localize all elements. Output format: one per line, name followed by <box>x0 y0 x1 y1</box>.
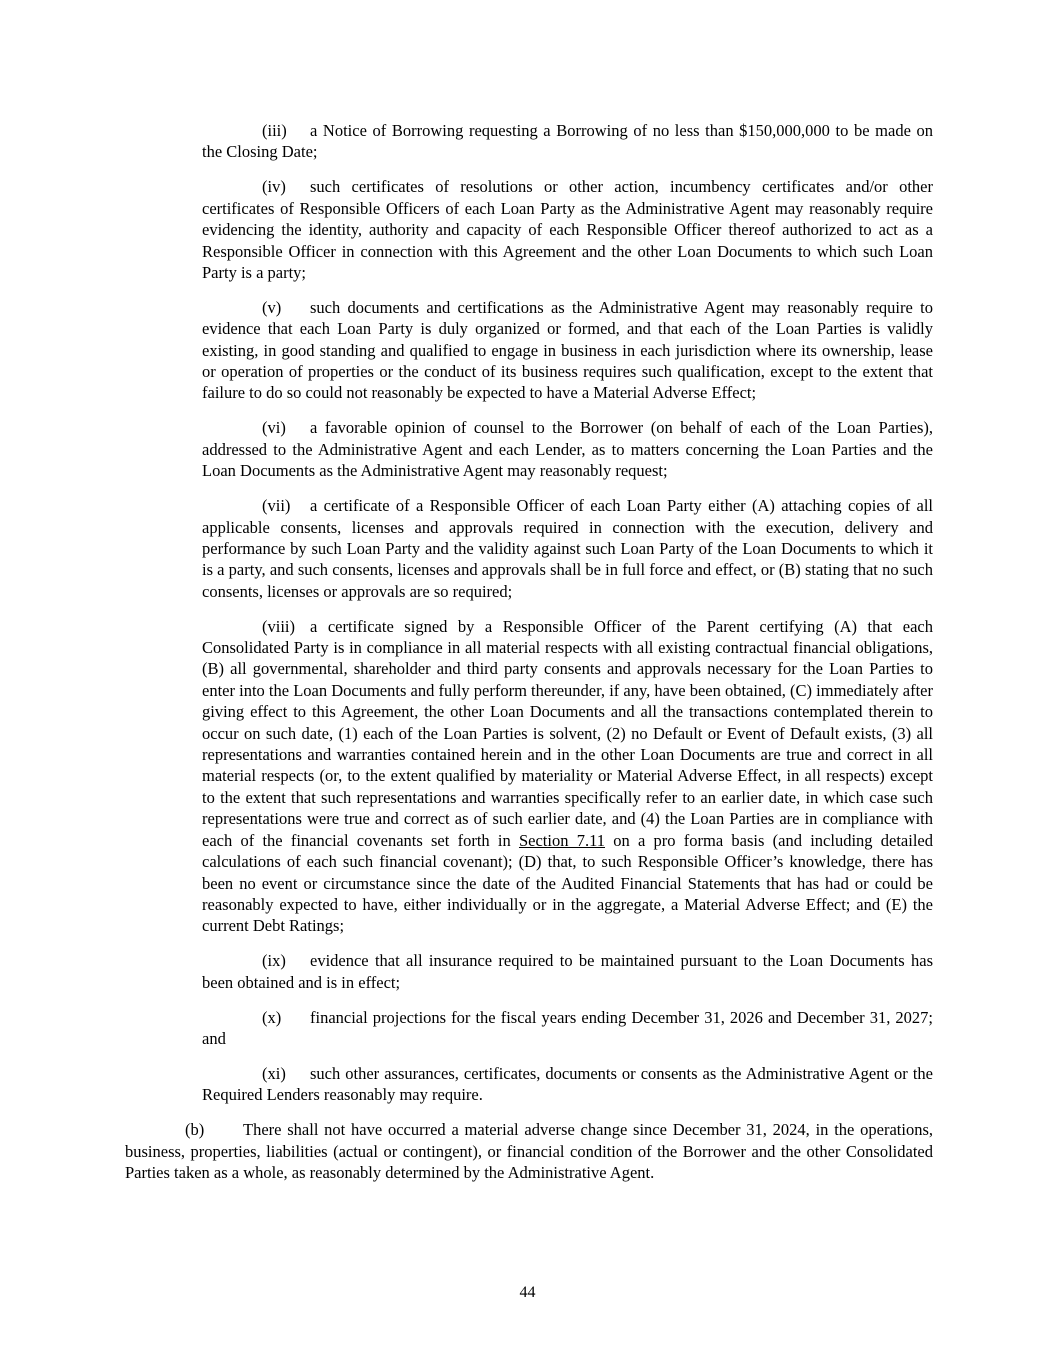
paragraph-iv <box>202 176 933 283</box>
paragraph-vii <box>202 495 933 602</box>
paragraph-xi <box>202 1063 933 1106</box>
paragraph-vii-label: (vii) <box>262 496 291 516</box>
paragraph-x <box>202 1007 933 1050</box>
paragraph-viii-label: (viii) <box>262 616 295 636</box>
paragraph-xi-text: such other assurances, certificates, documents or consents as the Administrative Agent or the Required Lenders reasonably may require. <box>202 1063 933 1105</box>
paragraph-viii-text-after: on a pro forma basis (and including detailed calculations of each such financial covenant); (D) that, to such Responsible Officer’s knowledge, there has been no event or circumstance since the date of the Audited Financial Statements that has had or could be reasonably expected to have, either individually or in the aggregate, a Material Adverse Effect; and (E) the current Debt Ratings; <box>202 830 933 936</box>
paragraph-x-label: (x) <box>262 1007 282 1027</box>
paragraph-vi-text: a favorable opinion of counsel to the Borrower (on behalf of each of the Loan Parties), addressed to the Administrative Agent and each Lender, as to matters concerning the Loan Parties and the Loan Documents as the Administrative Agent may reasonably request; <box>202 418 933 481</box>
paragraph-b-label: (b) <box>185 1120 205 1140</box>
paragraph-ix-text: evidence that all insurance required to be maintained pursuant to the Loan Documents has been obtained and is in effect; <box>202 951 933 992</box>
paragraph-x-text: financial projections for the fiscal years ending December 31, 2026 and December 31, 2027; and <box>202 1007 933 1048</box>
paragraph-iv-label: (iv) <box>262 177 286 197</box>
paragraph-xi-label: (xi) <box>262 1063 286 1083</box>
paragraph-ix-label: (ix) <box>262 951 286 971</box>
paragraph-iii-label: (iii) <box>262 121 287 140</box>
paragraph-iv-text: such certificates of resolutions or other action, incumbency certificates and/or other certificates of Responsible Officers of each Loan Party as the Administrative Agent may reasonably require evidencing the identity, authority and capacity of each Responsible Officer thereof authorized to act as a Responsible Officer in connection with this Agreement and the other Loan Documents to which such Loan Party is a party; <box>202 177 933 282</box>
paragraph-ix <box>202 950 933 993</box>
paragraph-b-text: There shall not have occurred a material adverse change since December 31, 2024, in the operations, business, properties, liabilities (actual or contingent), or financial condition of the Borrower and the other Consolidated Parties taken as a whole, as reasonably determined by the Administrative Agent. <box>125 1120 933 1182</box>
paragraph-vii-text: a certificate of a Responsible Officer of each Loan Party either (A) attaching copies of all applicable consents, licenses and approvals required in connection with the execution, delivery and performance by such Loan Party and the validity against such Loan Party of the Loan Documents to which it is a party, and such consents, licenses and approvals shall be in full force and effect, or (B) stating that no such consents, licenses or approvals are so required; <box>202 496 933 601</box>
paragraph-vi <box>202 417 933 481</box>
paragraph-viii <box>202 616 933 937</box>
document-body <box>125 120 933 1197</box>
page-number: 44 <box>519 1284 536 1301</box>
paragraph-vi-label: (vi) <box>262 418 286 438</box>
paragraph-iii <box>202 120 933 163</box>
section-7-11-reference: Section 7.11 <box>518 830 605 850</box>
paragraph-v <box>202 297 933 404</box>
paragraph-v-text: such documents and certifications as the Administrative Agent may reasonably require to evidence that each Loan Party is duly organized or formed, and that each of the Loan Parties is validly existing, in good standing and qualified to engage in business in each jurisdiction where its ownership, lease or operation of properties or the conduct of its business requires such qualification, except to the extent that failure to do so could not reasonably be expected to have a Material Adverse Effect; <box>202 297 933 403</box>
paragraph-viii-text-before: a certificate signed by a Responsible Officer of the Parent certifying (A) that each Consolidated Party is in compliance in all material respects with all existing contractual financial obligations, (B) all governmental, shareholder and third party consents and approvals necessary for the Loan Parties to enter into the Loan Documents and fully perform thereunder, if any, have been obtained, (C) immediately after giving effect to this Agreement, the other Loan Documents and all the transactions contemplated therein to occur on such date, (1) each of the Loan Parties is solvent, (2) no Default or Event of Default exists, (3) all representations and warranties contained herein and in the other Loan Documents are true and correct in all material respects (or, to the extent qualified by materiality or Material Adverse Effect, in all respects) except to the extent that such representations and warranties specifically refer to an earlier date, in which case such representations were true and correct as of such earlier date, and (4) the Loan Parties are in compliance with each of the financial covenants set forth in <box>202 616 933 850</box>
paragraph-iii-text: a Notice of Borrowing requesting a Borrowing of no less than $150,000,000 to be made on the Closing Date; <box>202 121 933 162</box>
paragraph-b <box>125 1119 933 1183</box>
paragraph-v-label: (v) <box>262 297 282 317</box>
